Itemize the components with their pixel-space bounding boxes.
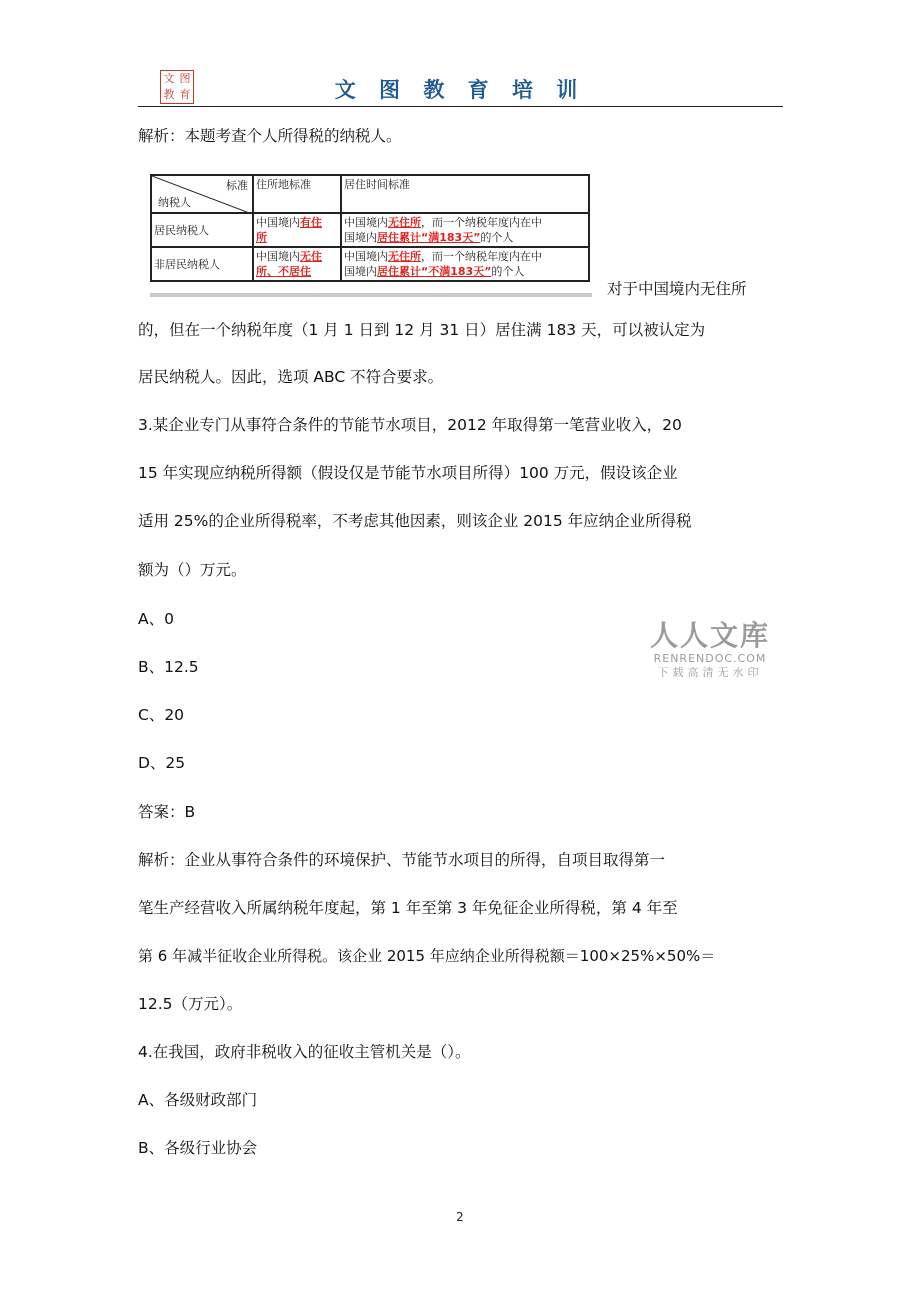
cell-text: 的个人	[491, 265, 525, 278]
corner-standard-label: 标准	[226, 179, 248, 192]
watermark-tagline: 下载高清无水印	[657, 666, 763, 679]
option-c: C、20	[138, 706, 185, 724]
highlight-text: 无住	[300, 250, 322, 263]
cell-text: 国境内	[344, 265, 377, 278]
row-label-resident: 居民纳税人	[151, 213, 253, 247]
option-a: A、各级财政部门	[138, 1091, 258, 1109]
col-header-residence-time: 居住时间标准	[341, 175, 589, 213]
watermark-main: 人人文库	[649, 619, 770, 652]
header-title: 文 图 教 育 培 训	[334, 77, 586, 102]
cell-text: ，而一个纳税年度内在中	[421, 250, 542, 263]
option-b: B、12.5	[138, 658, 199, 676]
highlight-text: 居住累计“不满183天”	[377, 265, 492, 278]
row-label-nonresident: 非居民纳税人	[151, 247, 253, 281]
cell-domicile	[253, 213, 341, 247]
highlight-text: 居住累计“满183天”	[377, 231, 481, 244]
watermark	[640, 620, 780, 680]
logo-char: 文	[163, 72, 175, 85]
highlight-text: 所、不居住	[256, 265, 311, 278]
page-number: 2	[456, 1210, 464, 1224]
analysis-line: 的，但在一个纳税年度（1 月 1 日到 12 月 31 日）居住满 183 天，可以被认定为	[138, 321, 706, 339]
analysis-line: 解析：企业从事符合条件的环境保护、节能节水项目的所得，自项目取得第一	[138, 851, 666, 869]
corner-payer-label: 纳税人	[158, 196, 191, 209]
answer: 答案：B	[138, 803, 196, 821]
diagonal-header-cell	[151, 175, 253, 213]
option-d: D、25	[138, 754, 186, 772]
col-header-domicile: 住所地标准	[253, 175, 341, 213]
question-3-stem: 额为（）万元。	[138, 561, 247, 579]
table-row	[151, 247, 589, 281]
option-b: B、各级行业协会	[138, 1139, 258, 1157]
cell-text: 中国境内	[256, 216, 300, 229]
question-3-stem: 适用 25%的企业所得税率，不考虑其他因素，则该企业 2015 年应纳企业所得税	[138, 512, 692, 530]
table-shadow	[150, 293, 592, 297]
logo-char: 育	[179, 88, 191, 101]
logo-char: 图	[179, 72, 191, 85]
cell-text: 中国境内	[256, 250, 300, 263]
analysis-line: 第 6 年减半征收企业所得税。该企业 2015 年应纳企业所得税额＝100×25%×50%＝	[138, 947, 716, 965]
highlight-text: 所	[256, 231, 267, 244]
cell-text: 国境内	[344, 231, 377, 244]
cell-text: 中国境内	[344, 216, 388, 229]
cell-text: ，而一个纳税年度内在中	[421, 216, 542, 229]
highlight-text: 无住所	[388, 216, 421, 229]
table-row	[151, 213, 589, 247]
cell-domicile	[253, 247, 341, 281]
cell-text: 中国境内	[344, 250, 388, 263]
question-3-stem: 3.某企业专门从事符合条件的节能节水项目，2012 年取得第一笔营业收入，20	[138, 416, 682, 434]
logo-char: 教	[163, 88, 175, 101]
analysis-intro: 解析：本题考查个人所得税的纳税人。	[138, 127, 402, 145]
analysis-line: 笔生产经营收入所属纳税年度起，第 1 年至第 3 年免征企业所得税，第 4 年至	[138, 899, 678, 917]
watermark-site: RENRENDOC.COM	[653, 652, 767, 665]
header-divider	[138, 106, 783, 107]
analysis-continuation: 对于中国境内无住所	[607, 280, 747, 298]
cell-text: 的个人	[480, 231, 514, 244]
question-4-stem: 4.在我国，政府非税收入的征收主管机关是（）。	[138, 1043, 471, 1061]
taxpayer-table	[150, 174, 590, 282]
cell-residence-time	[341, 213, 589, 247]
option-a: A、0	[138, 610, 174, 628]
analysis-line: 12.5（万元）。	[138, 995, 243, 1013]
table-header-row	[151, 175, 589, 213]
analysis-line: 居民纳税人。因此，选项 ABC 不符合要求。	[138, 368, 444, 386]
cell-residence-time	[341, 247, 589, 281]
question-3-stem: 15 年实现应纳税所得额（假设仅是节能节水项目所得）100 万元，假设该企业	[138, 464, 678, 482]
highlight-text: 无住所	[388, 250, 421, 263]
highlight-text: 有住	[300, 216, 322, 229]
